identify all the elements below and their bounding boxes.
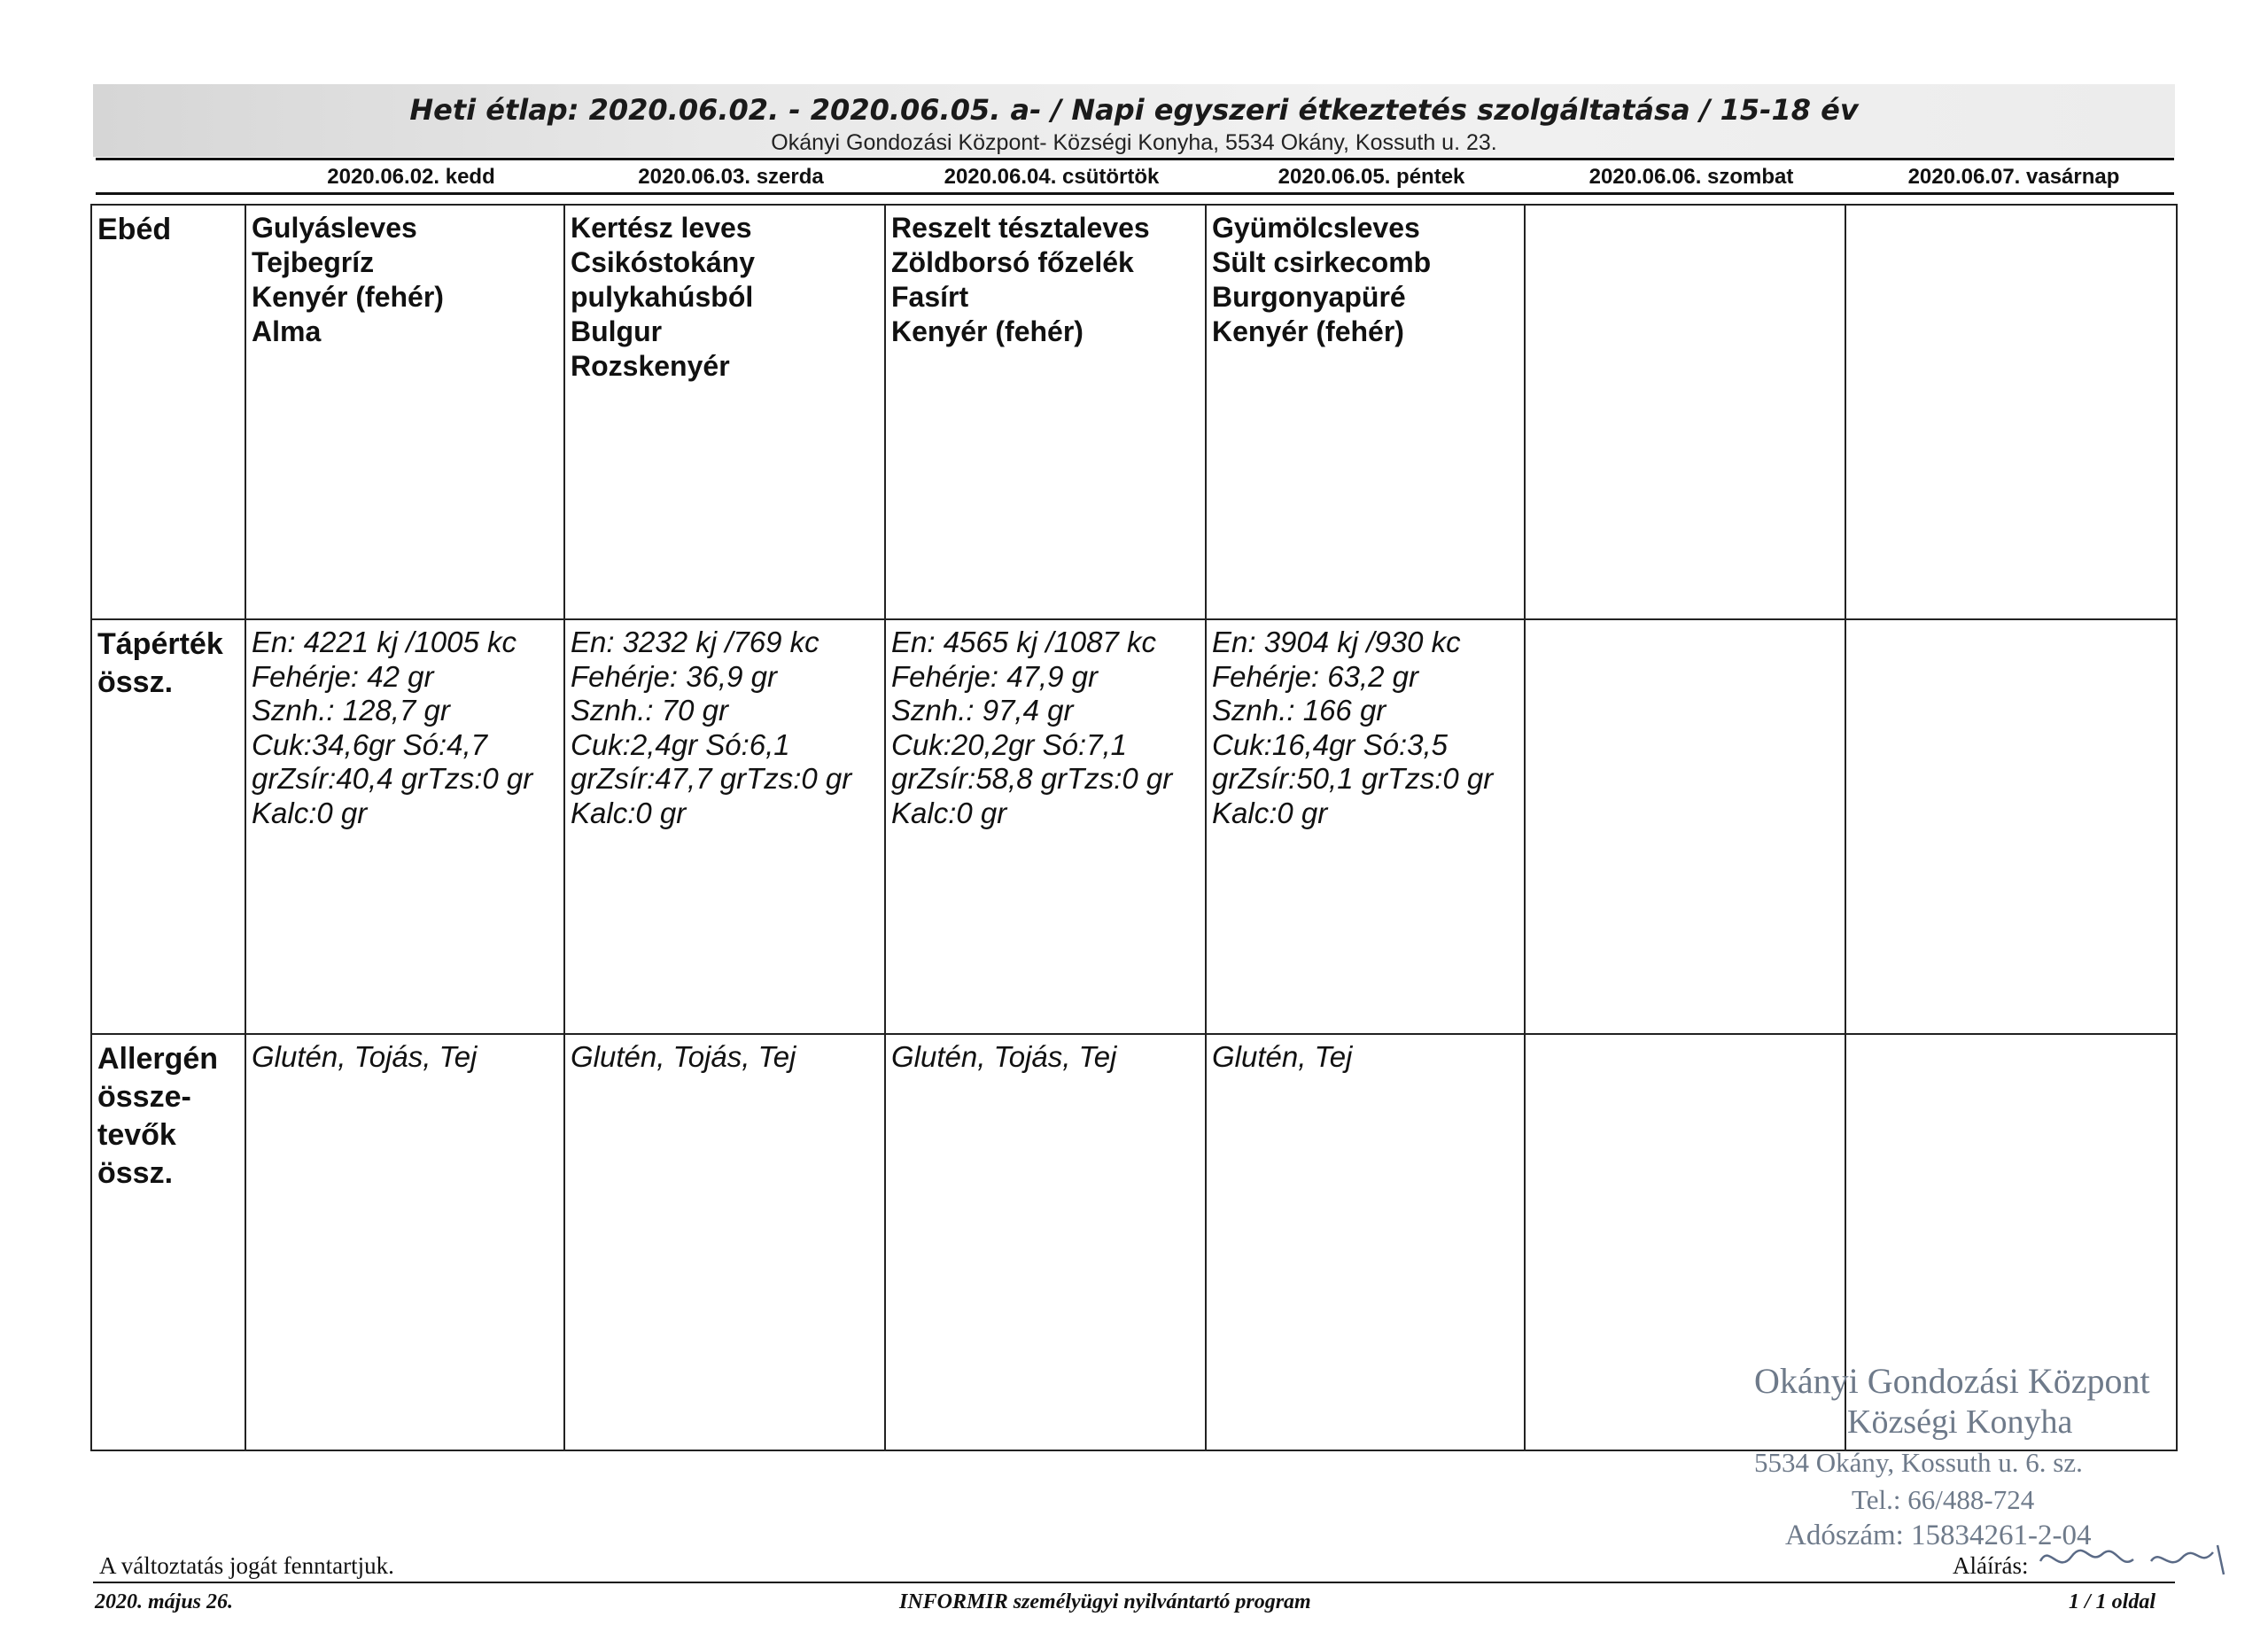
date-header-4: 2020.06.05. péntek [1278,165,1465,189]
meal-cell: Reszelt tésztaleves Zöldborsó főzelék Fasírt Kenyér (fehér) [885,205,1206,619]
empty-cell [1525,619,1845,1034]
nutrition-row [91,619,2177,1034]
stamp-line: Adószám: 15834261-2-04 [1785,1520,2092,1551]
header-rule [96,158,2174,160]
row-label-allergen: Allergén össze- tevők össz. [91,1034,245,1450]
footer-program: INFORMIR személyügyi nyilvántartó program [899,1590,1311,1613]
date-header-2: 2020.06.03. szerda [638,165,824,189]
footer-page-number: 1 / 1 oldal [2069,1590,2156,1613]
nutrition-cell: En: 4221 kj /1005 kc Fehérje: 42 gr Sznh.: 128,7 gr Cuk:34,6gr Só:4,7 grZsír:40,4 grTzs:0 gr Kalc:0 gr [245,619,564,1034]
menu-table [90,204,2178,1451]
allergen-cell: Glutén, Tej [1206,1034,1525,1450]
date-header-3: 2020.06.04. csütörtök [944,165,1160,189]
signature-label: Aláírás: [1953,1552,2029,1579]
footer-note: A változtatás jogát fenntartjuk. [99,1552,394,1579]
date-header-1: 2020.06.02. kedd [327,165,495,189]
meal-cell: Gulyásleves Tejbegríz Kenyér (fehér) Alma [245,205,564,619]
page-subtitle: Okányi Gondozási Központ- Községi Konyha, 5534 Okány, Kossuth u. 23. [771,130,1497,155]
allergen-cell: Glutén, Tojás, Tej [245,1034,564,1450]
date-header-6: 2020.06.07. vasárnap [1907,165,2120,189]
row-label-lunch: Ebéd [91,205,245,619]
stamp-line: Községi Konyha [1847,1403,2073,1441]
allergen-cell: Glutén, Tojás, Tej [564,1034,885,1450]
lunch-row [91,205,2177,619]
stamp-line: Okányi Gondozási Központ [1754,1361,2150,1401]
empty-cell [1525,205,1845,619]
nutrition-cell: En: 3904 kj /930 kc Fehérje: 63,2 gr Sznh.: 166 gr Cuk:16,4gr Só:3,5 grZsír:50,1 grTzs:0 gr Kalc:0 gr [1206,619,1525,1034]
empty-cell [1845,205,2177,619]
stamp-line: Tel.: 66/488-724 [1852,1484,2035,1515]
footer-date: 2020. május 26. [95,1590,234,1613]
empty-cell [1845,619,2177,1034]
allergen-cell: Glutén, Tojás, Tej [885,1034,1206,1450]
nutrition-cell: En: 3232 kj /769 kc Fehérje: 36,9 gr Sznh.: 70 gr Cuk:2,4gr Só:6,1 grZsír:47,7 grTzs:0 gr Kalc:0 gr [564,619,885,1034]
meal-cell: Gyümölcsleves Sült csirkecomb Burgonyapüré Kenyér (fehér) [1206,205,1525,619]
page-title: Heti étlap: 2020.06.02. - 2020.06.05. a- / Napi egyszeri étkeztetés szolgáltatása / 15-18 év [409,93,1859,127]
nutrition-cell: En: 4565 kj /1087 kc Fehérje: 47,9 gr Sznh.: 97,4 gr Cuk:20,2gr Só:7,1 grZsír:58,8 grTzs:0 gr Kalc:0 gr [885,619,1206,1034]
footer-rule [93,1582,2175,1583]
row-label-nutrition: Tápérték össz. [91,619,245,1034]
dates-rule [96,192,2174,195]
handwritten-signature [2036,1535,2240,1583]
date-header-5: 2020.06.06. szombat [1588,165,1794,189]
meal-cell: Kertész leves Csikóstokány pulykahúsból Bulgur Rozskenyér [564,205,885,619]
stamp-line: 5534 Okány, Kossuth u. 6. sz. [1754,1447,2083,1478]
